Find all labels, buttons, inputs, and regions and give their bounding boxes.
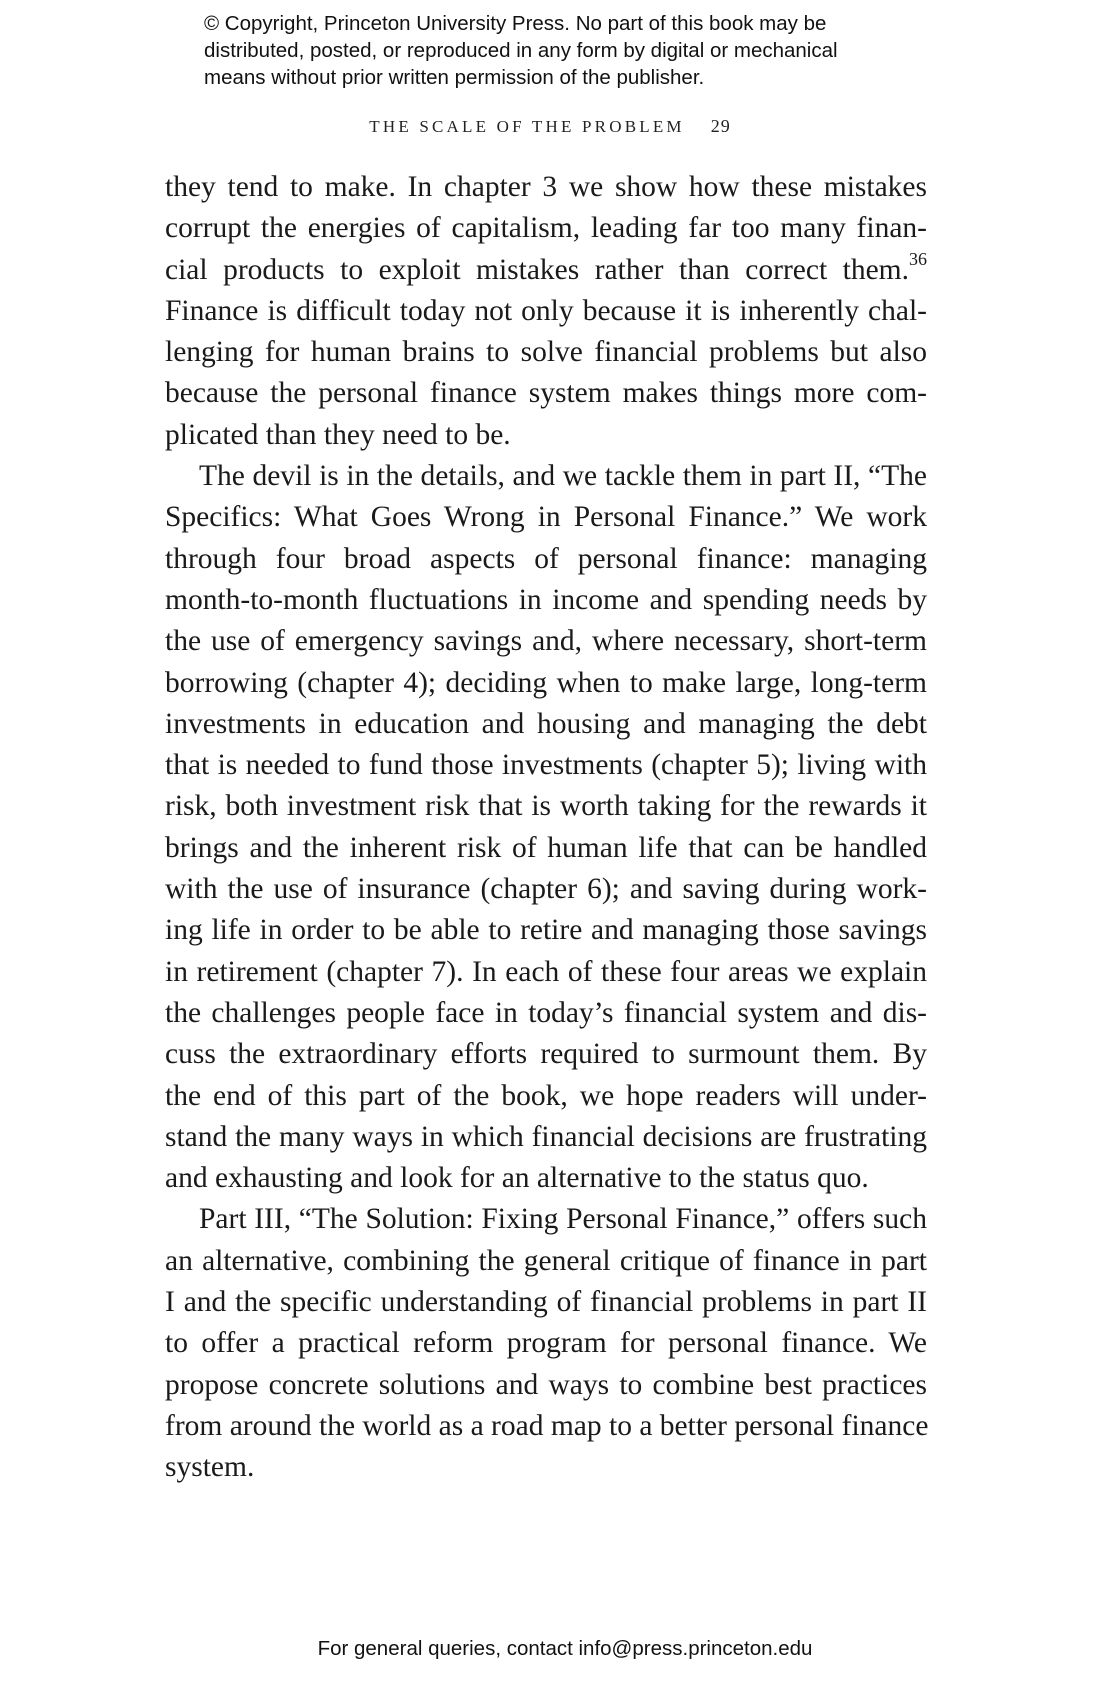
text-line: brings and the inherent risk of human life that can be handled [165,831,927,864]
running-head-title: THE SCALE OF THE PROBLEM [369,117,685,136]
text-line: system. [165,1451,255,1484]
text-line: from around the world as a road map to a better personal finance [165,1409,929,1442]
text-line: to offer a practical reform program for personal finance. We [165,1327,927,1360]
paragraph [165,167,927,456]
copyright-line: means without prior written permission of the publisher. [204,66,705,89]
paragraph [165,456,927,1199]
text-line: The devil is in the details, and we tackle them in part II, “The [199,460,927,493]
footer-contact: For general queries, contact info@press.princeton.edu [317,1637,813,1660]
text-line: plicated than they need to be. [165,418,511,451]
text-line: borrowing (chapter 4); deciding when to make large, long-term [165,666,927,699]
text-segment: cial products to exploit mistakes rather than correct them. [165,253,909,286]
text-line: the challenges people face in today’s financial system and dis- [165,996,927,1029]
copyright-line: © Copyright, Princeton University Press. No part of this book may be [204,12,827,35]
paragraph [165,1199,927,1488]
text-line: propose concrete solutions and ways to combine best practices [165,1368,927,1401]
body-text [165,167,927,1489]
text-line: an alternative, combining the general critique of finance in part [165,1244,927,1277]
text-line: cuss the extraordinary efforts required to surmount them. By [165,1038,927,1071]
text-line: risk, both investment risk that is worth taking for the rewards it [165,790,927,823]
text-line: with the use of insurance (chapter 6); and saving during work- [165,873,927,906]
text-line: ing life in order to be able to retire and managing those savings [165,914,927,947]
text-line: that is needed to fund those investments (chapter 5); living with [165,749,927,782]
text-line: investments in education and housing and managing the debt [165,707,927,740]
text-line: Finance is difficult today not only because it is inherently chal- [165,294,927,327]
footnote-reference[interactable]: 36 [909,248,927,269]
running-head [0,116,1100,137]
text-line: lenging for human brains to solve financial problems but also [165,336,927,369]
text-line: the use of emergency savings and, where necessary, short-term [165,625,927,658]
text-line: through four broad aspects of personal finance: managing [165,542,927,575]
text-line: I and the specific understanding of financial problems in part II [165,1286,927,1319]
text-line: month-to-month fluctuations in income and spending needs by [165,583,927,616]
text-line: the end of this part of the book, we hope readers will under- [165,1079,927,1112]
text-line: they tend to make. In chapter 3 we show how these mistakes [165,171,927,203]
text-line: and exhausting and look for an alternative to the status quo. [165,1162,869,1195]
text-line: Specifics: What Goes Wrong in Personal Finance.” We work [165,501,927,534]
text-line: because the personal finance system makes things more com- [165,377,927,410]
text-line: in retirement (chapter 7). In each of these four areas we explain [165,955,927,988]
text-line: stand the many ways in which financial decisions are frustrating [165,1120,927,1153]
text-line: Part III, “The Solution: Fixing Personal Finance,” offers such [199,1203,927,1236]
text-line [165,250,927,291]
copyright-line: distributed, posted, or reproduced in any form by digital or mechanical [204,39,838,62]
copyright-notice [204,10,964,91]
text-line: corrupt the energies of capitalism, leading far too many finan- [165,212,927,245]
page-number: 29 [710,116,731,136]
